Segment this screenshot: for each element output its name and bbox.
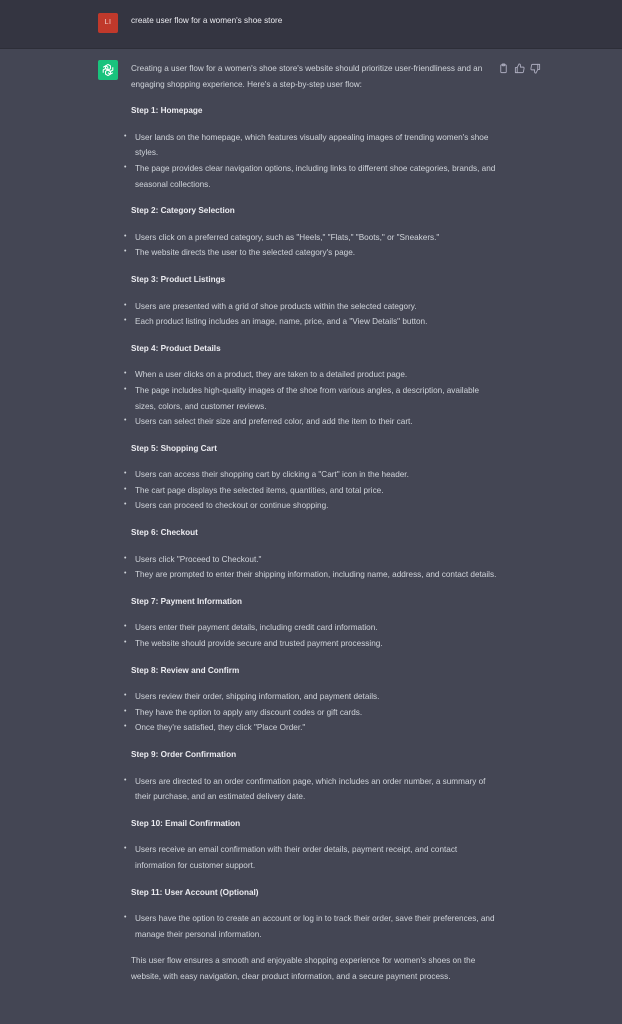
step-bullet: • The website directs the user to the selected category's page.	[131, 245, 499, 261]
step-title: Step 3: Product Listings	[131, 274, 226, 284]
step-bullet-list	[131, 552, 499, 583]
step-bullet: • The cart page displays the selected items, quantities, and total price.	[131, 483, 499, 499]
thumbs-down-icon[interactable]	[530, 63, 541, 74]
response-outro: This user flow ensures a smooth and enjoyable shopping experience for women's shoes on the website, with easy navigation, clear product information, and a secure payment process.	[131, 956, 476, 981]
step-section	[131, 103, 499, 192]
step-section	[131, 272, 499, 330]
step-bullet: • They are prompted to enter their shipping information, including name, address, and contact details.	[131, 567, 499, 583]
user-message-text: create user flow for a women's shoe store	[131, 16, 283, 25]
step-bullet-list	[131, 620, 499, 651]
message-actions	[498, 63, 541, 74]
step-bullet: • Users are presented with a grid of shoe products within the selected category.	[131, 299, 499, 315]
step-bullet: • Users click "Proceed to Checkout."	[131, 552, 499, 568]
assistant-message-row	[0, 49, 622, 1024]
step-section	[131, 441, 499, 514]
step-bullet-list	[131, 467, 499, 514]
step-section	[131, 663, 499, 736]
thumbs-up-icon[interactable]	[514, 63, 525, 74]
step-title: Step 1: Homepage	[131, 106, 203, 116]
assistant-response	[131, 61, 499, 985]
step-title: Step 5: Shopping Cart	[131, 443, 217, 453]
step-bullet-list	[131, 130, 499, 192]
step-bullet-list	[131, 299, 499, 330]
step-bullet-list	[131, 774, 499, 805]
step-bullet: • User lands on the homepage, which features visually appealing images of trending women's shoe styles.	[131, 130, 499, 161]
clipboard-icon[interactable]	[498, 63, 509, 74]
step-title: Step 4: Product Details	[131, 343, 221, 353]
step-title: Step 2: Category Selection	[131, 206, 235, 216]
step-bullet: • The page includes high-quality images of the shoe from various angles, a description, available sizes, colors, and customer reviews.	[131, 383, 499, 414]
step-bullet: • When a user clicks on a product, they are taken to a detailed product page.	[131, 367, 499, 383]
step-title: Step 11: User Account (Optional)	[131, 887, 259, 897]
step-bullet: • Users click on a preferred category, such as "Heels," "Flats," "Boots," or "Sneakers."	[131, 230, 499, 246]
openai-logo-icon	[101, 63, 115, 77]
step-bullet: • Users are directed to an order confirmation page, which includes an order number, a summary of their purchase, and an estimated delivery date.	[131, 774, 499, 805]
step-bullet-list	[131, 842, 499, 873]
step-bullet: • Users receive an email confirmation with their order details, payment receipt, and contact information for customer support.	[131, 842, 499, 873]
step-section	[131, 203, 499, 261]
step-section	[131, 341, 499, 430]
step-bullet: • Users enter their payment details, including credit card information.	[131, 620, 499, 636]
step-bullet-list	[131, 367, 499, 429]
step-bullet: • Users review their order, shipping information, and payment details.	[131, 689, 499, 705]
step-bullet: • Each product listing includes an image, name, price, and a "View Details" button.	[131, 314, 499, 330]
step-title: Step 9: Order Confirmation	[131, 750, 237, 759]
user-message-row	[0, 0, 622, 49]
step-title: Step 7: Payment Information	[131, 596, 243, 606]
step-title: Step 10: Email Confirmation	[131, 818, 241, 828]
user-avatar: LI	[98, 13, 118, 33]
assistant-avatar	[98, 60, 118, 80]
step-bullet: • Users can access their shopping cart by clicking a "Cart" icon in the header.	[131, 467, 499, 483]
step-title: Step 8: Review and Confirm	[131, 665, 240, 675]
step-section	[131, 747, 499, 805]
step-title: Step 6: Checkout	[131, 528, 198, 538]
step-bullet: • They have the option to apply any discount codes or gift cards.	[131, 705, 499, 721]
response-intro: Creating a user flow for a women's shoe store's website should prioritize user-friendliness and an engaging shopping experience. Here's a step-by-step user flow:	[131, 64, 483, 89]
steps-list	[131, 103, 499, 942]
step-bullet-list	[131, 911, 499, 942]
step-bullet-list	[131, 689, 499, 736]
step-bullet: • Users can select their size and preferred color, and add the item to their cart.	[131, 414, 499, 430]
step-section	[131, 816, 499, 874]
step-section	[131, 594, 499, 652]
step-bullet: • The website should provide secure and trusted payment processing.	[131, 636, 499, 652]
step-bullet: • Once they're satisfied, they click "Place Order."	[131, 720, 499, 736]
step-bullet-list	[131, 230, 499, 261]
step-section	[131, 525, 499, 583]
step-bullet: • Users can proceed to checkout or continue shopping.	[131, 498, 499, 514]
step-bullet: • The page provides clear navigation options, including links to different shoe categories, brands, and seasonal collections.	[131, 161, 499, 192]
step-bullet: • Users have the option to create an account or log in to track their order, save their preferences, and manage their personal information.	[131, 911, 499, 942]
step-section	[131, 885, 499, 943]
